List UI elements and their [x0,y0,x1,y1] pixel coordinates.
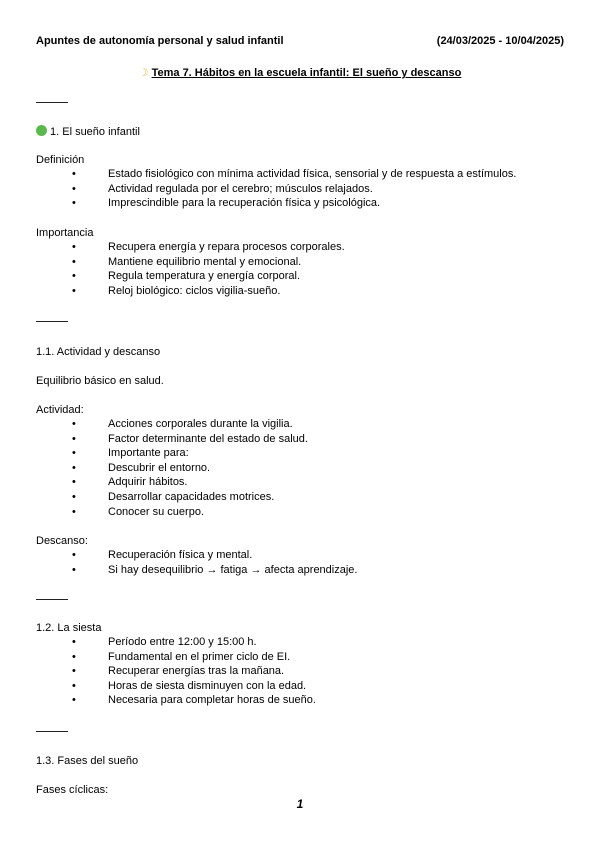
list-item: • Factor determinante del estado de salud. [0,432,308,447]
list-item: • Importante para: [0,446,308,461]
moon-icon: ☽ [138,67,149,79]
list-item: • Recuperar energías tras la mañana. [0,664,316,679]
section-1-2-heading: 1.2. La siesta [36,622,102,634]
list-item: • Horas de siesta disminuyen con la edad. [0,679,316,694]
list-item: • Reloj biológico: ciclos vigilia-sueño. [0,284,345,299]
divider [36,102,68,103]
descanso-list [0,548,357,577]
divider [36,321,68,322]
section-1-1-intro: Equilibrio básico en salud. [36,375,164,387]
section-1-3-heading: 1.3. Fases del sueño [36,755,139,767]
section-1-heading: 1. El sueño infantil [36,125,140,138]
document-title-text: Tema 7. Hábitos en la escuela infantil: El sueño y descanso [151,67,462,79]
list-item: • Actividad regulada por el cerebro; músculos relajados. [0,182,516,197]
page-number: 1 [296,797,304,811]
list-item: • Regula temperatura y energía corporal. [0,269,345,284]
green-circle-icon [36,125,47,136]
list-item: • Conocer su cuerpo. [0,505,308,520]
list-item: • Período entre 12:00 y 15:00 h. [0,635,316,650]
list-item: • Mantiene equilibrio mental y emocional. [0,255,345,270]
section-1-1-heading: 1.1. Actividad y descanso [36,346,161,358]
date-range: (24/03/2025 - 10/04/2025) [436,35,564,47]
list-item: • Descubrir el entorno. [0,461,308,476]
importancia-label: Importancia [36,227,94,239]
list-item: • Fundamental en el primer ciclo de EI. [0,650,316,665]
list-item: • Recuperación física y mental. [0,548,357,563]
descanso-label: Descanso: [36,535,88,547]
list-item: • Si hay desequilibrio → fatiga → afecta aprendizaje. [0,563,357,578]
definicion-list [0,167,516,211]
divider [36,599,68,600]
fases-label: Fases cíclicas: [36,784,109,796]
course-title: Apuntes de autonomía personal y salud infantil [36,35,284,47]
actividad-label: Actividad: [36,404,84,416]
list-item: • Adquirir hábitos. [0,475,308,490]
importancia-list [0,240,345,298]
siesta-list [0,635,316,708]
list-item: • Acciones corporales durante la vigilia. [0,417,308,432]
list-item: • Estado fisiológico con mínima actividad física, sensorial y de respuesta a estímulos. [0,167,516,182]
divider [36,731,68,732]
definicion-label: Definición [36,154,85,166]
list-item: • Imprescindible para la recuperación física y psicológica. [0,196,516,211]
document-title [0,66,600,79]
actividad-list [0,417,308,519]
list-item: • Desarrollar capacidades motrices. [0,490,308,505]
list-item: • Necesaria para completar horas de sueño. [0,693,316,708]
list-item: • Recupera energía y repara procesos corporales. [0,240,345,255]
page-header [36,35,564,51]
